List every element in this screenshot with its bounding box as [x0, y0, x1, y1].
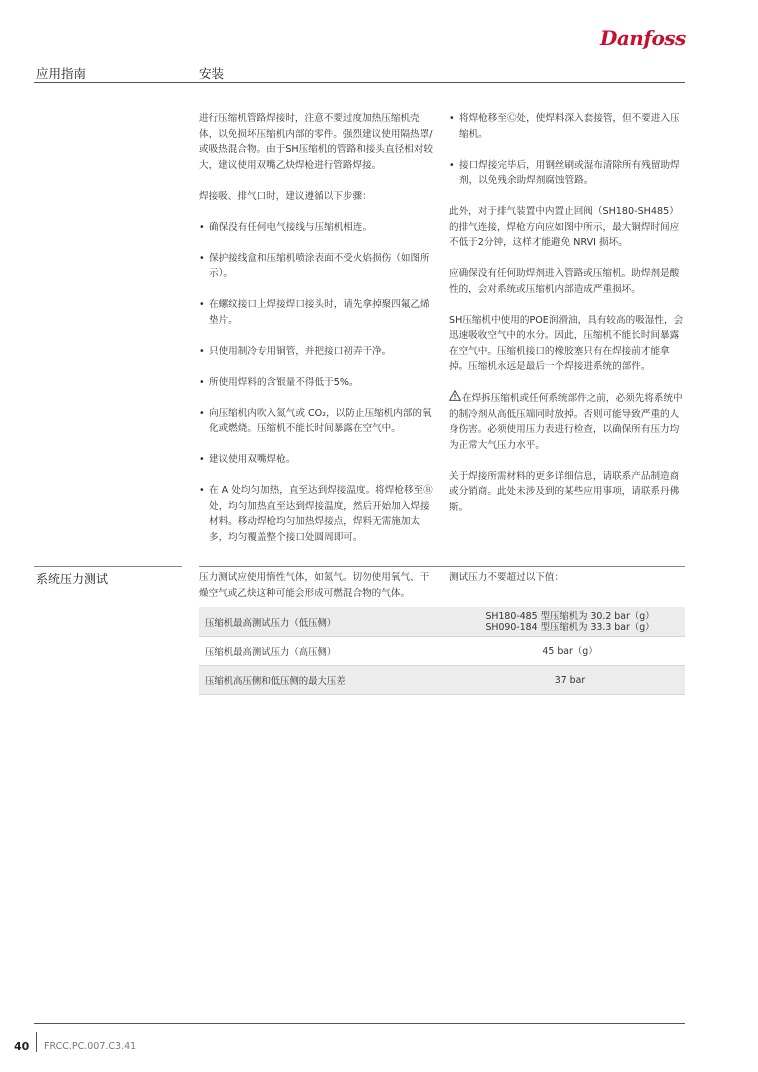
- table-cell-value: 45 bar（g）: [542, 645, 598, 657]
- table-cell-label: 压缩机高压侧和低压侧的最大压差: [205, 676, 346, 687]
- poe-oil-paragraph: SH压缩机中使用的POE润滑油，具有较高的吸湿性，会迅速吸收空气中的水分。因此，压缩机不能长时间暴露在空气中。压缩机接口的橡胶塞只有在焊接前才能拿掉。压缩机永远是最后一个焊接进系统的部件。: [449, 314, 684, 372]
- step-list: [199, 220, 437, 546]
- step-item: • 只使用制冷专用铜管，并把接口初弄干净。: [199, 344, 437, 360]
- warning-paragraph: [449, 390, 687, 453]
- step-item: • 在螺纹接口上焊接焊口接头时，请先拿掉聚四氟乙烯垫片。: [199, 297, 437, 328]
- intro-paragraph: 进行压缩机管路焊接时，注意不要过度加热压缩机壳体，以免损坏压缩机内部的零件。强烈建议使用隔热罩/或吸热混合物。由于SH压缩机的管路和接头直径相对较大，建议使用双嘴乙炔焊枪进行管路焊接。: [199, 113, 433, 171]
- step-item: • 在 A 处均匀加热，直至达到焊接温度。将焊枪移至Ⓑ处，均匀加热直至达到焊接温度，然后开始加入焊接材料。移动焊枪均匀加热焊接点，焊料无需施加太多，均匀覆盖整个接口处圆周即可。: [199, 483, 437, 545]
- flux-paragraph: 应确保没有任何助焊剂进入管路或压缩机。助焊剂是酸性的，会对系统或压缩机内部造成严重损坏。: [449, 268, 680, 295]
- header-rule: [34, 82, 685, 83]
- contact-paragraph: 关于焊接所需材料的更多详细信息，请联系产品制造商或分销商。此处未涉及到的某些应用事项，请联系丹佛斯。: [449, 470, 680, 513]
- pressure-table: [199, 607, 685, 695]
- step-list-continued: [449, 111, 687, 189]
- danfoss-logo: Danfoss: [600, 26, 686, 50]
- pressure-limit-text: 测试压力不要超过以下值：: [449, 572, 565, 583]
- section-rule-left: [34, 566, 182, 567]
- pressure-gas-paragraph: 压力测试应使用惰性气体，如氮气。切勿使用氧气、干燥空气或乙炔这种可能会形成可燃混合物的气体。: [199, 572, 430, 599]
- document-code: FRCC.PC.007.C3.41: [44, 1041, 137, 1052]
- pressure-limit-intro: [449, 570, 687, 601]
- step-item: • 向压缩机内吹入氮气或 CO₂，以防止压缩机内部的氧化或燃烧。压缩机不能长时间暴露在空气中。: [199, 406, 437, 437]
- right-column: [449, 111, 687, 531]
- step-item: • 接口焊接完毕后，用钢丝刷或湿布清除所有残留助焊剂，以免残余助焊剂腐蚀管路。: [449, 158, 687, 189]
- warning-text: 在焊拆压缩机或任何系统部件之前，必须先将系统中的制冷剂从高低压端同时放掉。否则可能导致严重的人身伤害。必须使用压力表进行检查，以确保所有压力均为正常大气压力水平。: [449, 393, 683, 451]
- step-item: • 所使用焊料的含银量不得低于5%。: [199, 375, 437, 391]
- warning-triangle-icon: [449, 390, 462, 407]
- table-cell-label: 压缩机最高测试压力（高压侧）: [205, 647, 337, 658]
- footer-rule: [34, 1023, 685, 1024]
- left-column: [199, 111, 437, 561]
- value-line: SH180-485 型压缩机为 30.2 bar（g）: [485, 610, 655, 622]
- step-item: • 建议使用双嘴焊枪。: [199, 452, 437, 468]
- guide-title: 应用指南: [36, 66, 87, 81]
- table-row: [199, 637, 685, 666]
- table-row: [199, 666, 685, 695]
- table-cell-label: 压缩机最高测试压力（低压侧）: [205, 617, 337, 629]
- step-item: • 保护接线盒和压缩机喷涂表面不受火焰损伤（如图所示）。: [199, 251, 437, 282]
- table-row: [199, 607, 685, 637]
- footer-divider: [36, 1032, 37, 1052]
- step-item: • 确保没有任何电气接线与压缩机相连。: [199, 220, 437, 236]
- page-number: 40: [14, 1040, 30, 1053]
- steps-intro: 焊接吸、排气口时，建议遵循以下步骤：: [199, 190, 372, 202]
- section-title: 安装: [199, 66, 225, 81]
- section-rule-right: [199, 566, 685, 567]
- value-line: SH090-184 型压缩机为 33.3 bar（g）: [485, 621, 655, 633]
- table-cell-value: 37 bar: [554, 674, 586, 686]
- table-cell-value: [455, 611, 685, 633]
- step-item: • 将焊枪移至Ⓒ处，使焊料深入套接管，但不要进入压缩机。: [449, 111, 687, 142]
- pressure-section-title: 系统压力测试: [36, 572, 109, 586]
- check-valve-paragraph: 此外，对于排气装置中内置止回阀（SH180-SH485）的排气连接，焊枪方向应如图中所示，最大铜焊时间应不低于2分钟，这样才能避免 NRVI 损坏。: [449, 206, 680, 248]
